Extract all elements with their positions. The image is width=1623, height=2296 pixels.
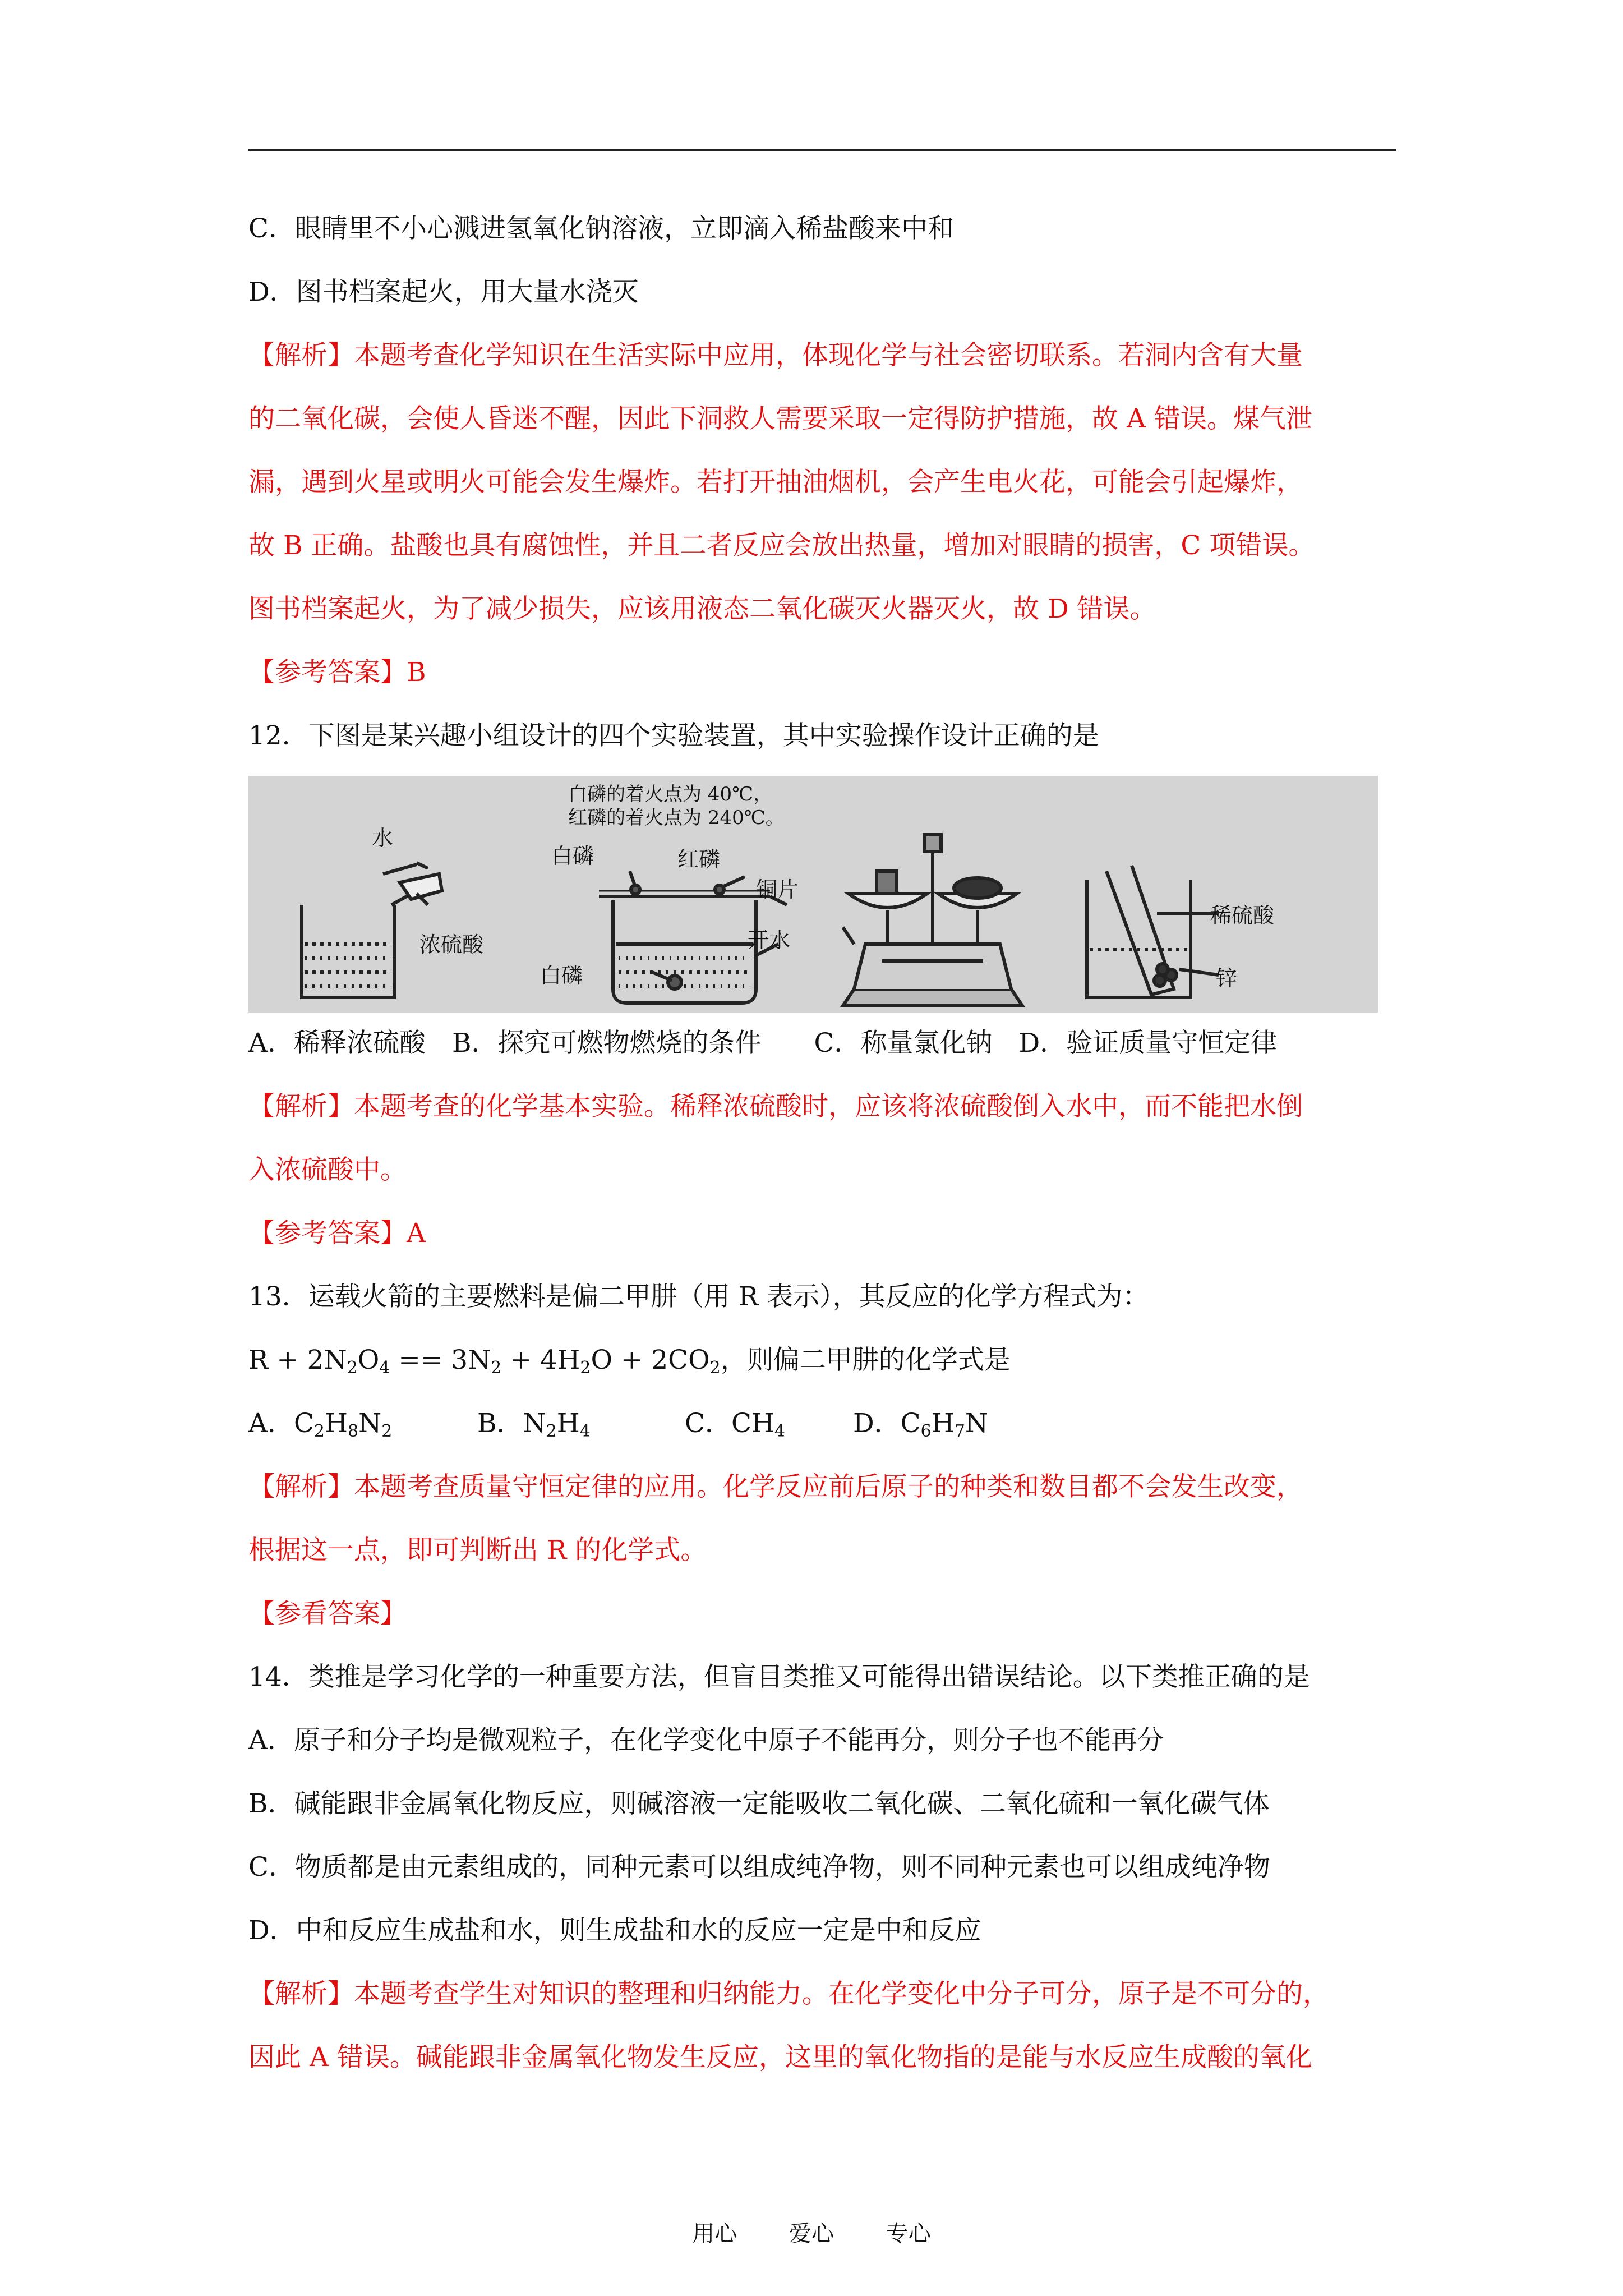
q12-answer: 【参考答案】A [248, 1218, 426, 1249]
q14-analysis-line: 因此 A 错误。碱能跟非金属氧化物发生反应，这里的氧化物指的是能与水反应生成酸的氧化 [248, 2042, 1312, 2073]
q12-analysis-line: 【解析】本题考查的化学基本实验。稀释浓硫酸时，应该将浓硫酸倒入水中，而不能把水倒 [248, 1091, 1303, 1122]
footer-text: 专心 [886, 2221, 931, 2247]
q14-option: A．原子和分子均是微观粒子，在化学变化中原子不能再分，则分子也不能再分 [248, 1725, 1164, 1756]
label-conc-acid: 浓硫酸 [419, 932, 484, 957]
q14-option: B．碱能跟非金属氧化物反应，则碱溶液一定能吸收二氧化碳、二氧化硫和一氧化碳气体 [248, 1788, 1270, 1819]
label-note2: 红磷的着火点为 240℃。 [568, 807, 785, 829]
footer-text: 用心 [692, 2221, 737, 2247]
label-zinc: 锌 [1216, 966, 1238, 991]
q11-answer: 【参考答案】B [248, 657, 426, 688]
q11-analysis-line: 图书档案起火，为了减少损失，应该用液态二氧化碳灭火器灭火，故 D 错误。 [248, 593, 1156, 624]
q11-analysis-line: 漏，遇到火星或明火可能会发生爆炸。若打开抽油烟机，会产生电火花，可能会引起爆炸， [248, 467, 1303, 498]
q11-analysis-line: 的二氧化碳，会使人昏迷不醒，因此下洞救人需要采取一定得防护措施，故 A 错误。煤气泄 [248, 403, 1312, 434]
q12-experiment-figure [248, 776, 1378, 1013]
q13-equation: $R + 2N_2O_4 == 3N_2 + 4H_2O + 2CO_2$，则偏二甲肼的化学式是 [248, 1345, 1011, 1378]
q11-analysis-line: 【解析】本题考查化学知识在生活实际中应用，体现化学与社会密切联系。若洞内含有大量 [248, 340, 1303, 371]
q13-option-a: A．$C_2H_8N_2$ [248, 1408, 393, 1441]
q11-option-c: C．眼睛里不小心溅进氢氧化钠溶液，立即滴入稀盐酸来中和 [248, 213, 954, 244]
q13-option-d: D．$C_6H_7N$ [853, 1408, 988, 1441]
q12-analysis-line: 入浓硫酸中。 [248, 1154, 407, 1185]
page-footer [0, 2216, 1623, 2248]
label-note1: 白磷的着火点为 40℃， [568, 783, 773, 806]
balance-scale-icon [843, 835, 1022, 1006]
q13-analysis-line: 根据这一点，即可判断出 R 的化学式。 [248, 1535, 707, 1566]
q13-analysis-line: 【解析】本题考查质量守恒定律的应用。化学反应前后原子的种类和数目都不会发生改变， [248, 1471, 1303, 1502]
q13-equation-tail: ，则偏二甲肼的化学式是 [720, 1345, 1011, 1375]
q12-stem: 12．下图是某兴趣小组设计的四个实验装置，其中实验操作设计正确的是 [248, 720, 1099, 751]
q11-option-d: D．图书档案起火，用大量水浇灭 [248, 277, 639, 307]
q12-options: A．稀释浓硫酸 B．探究可燃物燃烧的条件 C．称量氯化钠 D．验证质量守恒定律 [248, 1028, 1278, 1059]
label-red-p: 红磷 [677, 847, 721, 872]
label-white-p-top: 白磷 [551, 844, 594, 868]
label-white-p-bottom: 白磷 [540, 963, 583, 988]
label-boiling-water: 开水 [748, 928, 791, 953]
q14-analysis-line: 【解析】本题考查学生对知识的整理和归纳能力。在化学变化中分子可分，原子是不可分的， [248, 1978, 1329, 2009]
q14-stem: 14．类推是学习化学的一种重要方法，但盲目类推又可能得出错误结论。以下类推正确的是 [248, 1662, 1310, 1692]
q13-answer: 【参看答案】 [248, 1598, 407, 1629]
q13-option-c: C．$CH_4$ [685, 1408, 786, 1441]
q13-option-b: B．$N_2H_4$ [477, 1408, 591, 1441]
q14-option: D．中和反应生成盐和水，则生成盐和水的反应一定是中和反应 [248, 1915, 981, 1946]
q14-option: C．物质都是由元素组成的，同种元素可以组成纯净物，则不同种元素也可以组成纯净物 [248, 1852, 1270, 1883]
q13-options [248, 1407, 1398, 1441]
label-copper: 铜片 [756, 877, 799, 902]
footer-text: 爱心 [789, 2221, 834, 2247]
label-water: 水 [372, 826, 394, 850]
experiment-apparatus-drawing [248, 776, 1378, 1013]
beaker-test-tube-icon [1087, 866, 1219, 997]
label-dilute-acid: 稀硫酸 [1210, 903, 1275, 928]
header-rule [248, 149, 1396, 151]
q11-analysis-line: 故 B 正确。盐酸也具有腐蚀性，并且二者反应会放出热量，增加对眼睛的损害，C 项错误。 [248, 530, 1315, 561]
q13-stem: 13．运载火箭的主要燃料是偏二甲肼（用 R 表示），其反应的化学方程式为： [248, 1281, 1149, 1312]
